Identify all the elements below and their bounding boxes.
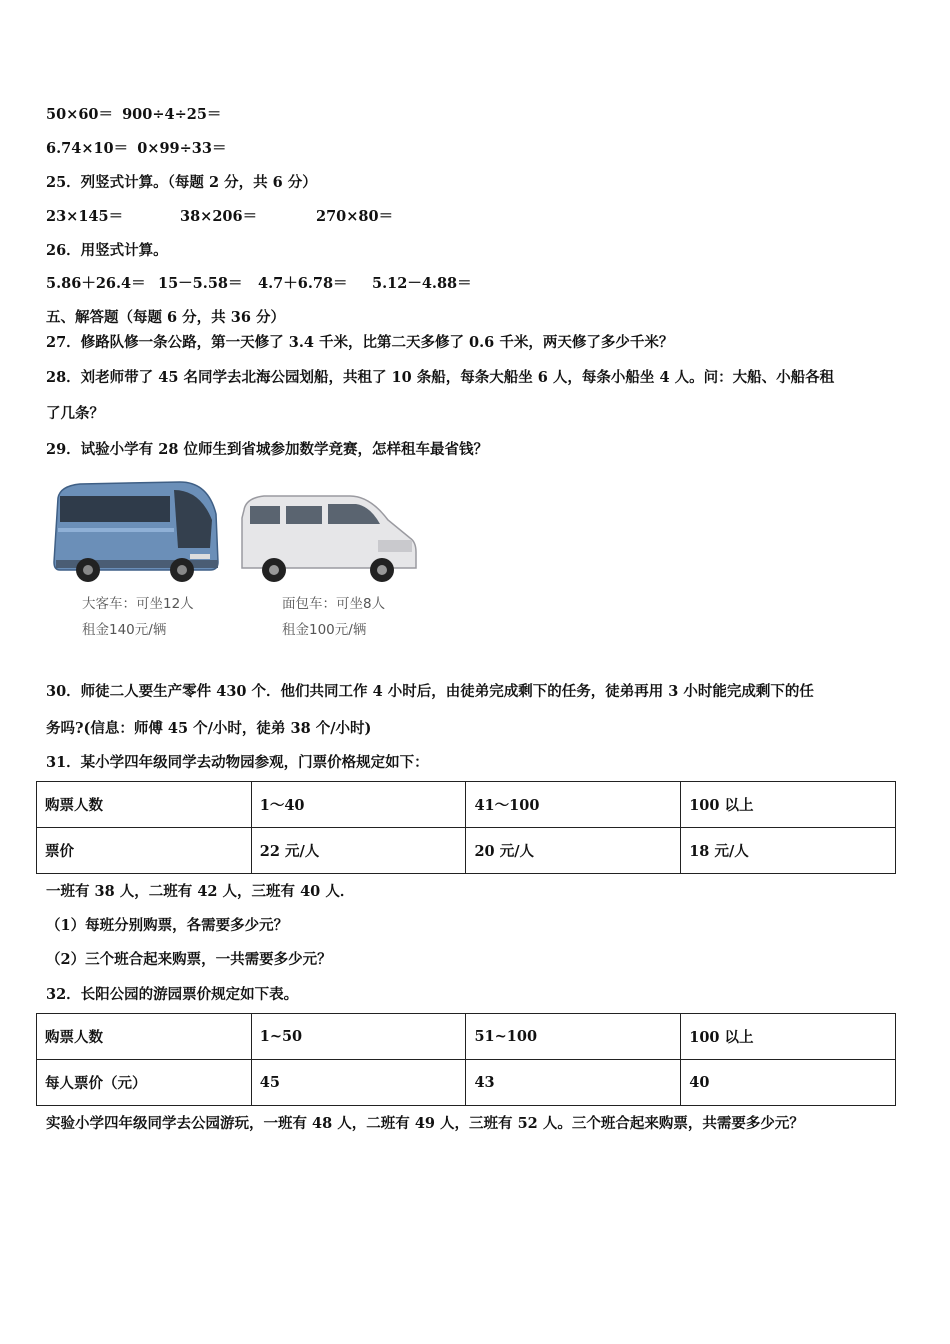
table-cell: 1～40 [251, 782, 466, 828]
calc-item: 5.86＋26.4＝ [46, 275, 146, 292]
question-30-line-1: 30．师徒二人要生产零件 430 个．他们共同工作 4 小时后，由徒弟完成剩下的任务，徒弟再用 3 小时能完成剩下的任 [46, 683, 814, 700]
calc-item: 4.7＋6.78＝ [258, 275, 348, 292]
table-cell: 45 [251, 1060, 466, 1106]
calc-item: 6.74×10＝ [46, 140, 129, 157]
calc-row-1 [46, 103, 221, 124]
question-32-info: 实验小学四年级同学去公园游玩，一班有 48 人，二班有 49 人，三班有 52 人。三个班合起来购票，共需要多少元？ [46, 1115, 804, 1132]
question-29: 29．试验小学有 28 位师生到省城参加数学竞赛，怎样租车最省钱？ [46, 441, 488, 458]
bus-image [50, 474, 222, 586]
question-31-info: 一班有 38 人，二班有 42 人，三班有 40 人． [46, 883, 355, 900]
table-cell: 41～100 [466, 782, 681, 828]
question-31-sub-2: （2）三个班合起来购票，一共需要多少元？ [46, 951, 332, 968]
bus-price-label: 租金140元/辆 [82, 622, 167, 638]
table-cell: 1~50 [251, 1014, 466, 1060]
table-cell: 票价 [37, 828, 252, 874]
table-row [37, 1060, 896, 1106]
van-price-label: 租金100元/辆 [282, 622, 367, 638]
calc-item: 0×99÷33＝ [137, 140, 227, 157]
calc-item: 900÷4÷25＝ [122, 106, 222, 123]
table-cell: 购票人数 [37, 782, 252, 828]
table-row [37, 1014, 896, 1060]
question-28-line-2: 了几条？ [46, 405, 104, 422]
question-26-items [46, 272, 472, 293]
question-30-line-2: 务吗?(信息：师傅 45 个/小时，徒弟 38 个/小时) [46, 720, 372, 737]
question-25-title: 25．列竖式计算。（每题 2 分，共 6 分） [46, 174, 317, 191]
park-ticket-table [36, 1013, 896, 1106]
section-5-title: 五、解答题（每题 6 分，共 36 分） [46, 309, 285, 326]
zoo-ticket-table [36, 781, 896, 874]
calc-item: 15－5.58＝ [158, 275, 243, 292]
calc-item: 38×206＝ [180, 208, 258, 225]
question-32: 32．长阳公园的游园票价规定如下表。 [46, 986, 299, 1003]
van-image [238, 490, 418, 586]
table-cell: 20 元/人 [466, 828, 681, 874]
question-26-title: 26．用竖式计算。 [46, 242, 168, 259]
table-cell: 51~100 [466, 1014, 681, 1060]
calc-item: 23×145＝ [46, 208, 124, 225]
question-31-sub-1: （1）每班分别购票，各需要多少元？ [46, 917, 289, 934]
question-25-items [46, 205, 393, 226]
van-capacity-label: 面包车：可坐8人 [282, 596, 386, 612]
table-cell: 18 元/人 [681, 828, 896, 874]
table-cell: 100 以上 [681, 782, 896, 828]
table-row [37, 782, 896, 828]
table-cell: 100 以上 [681, 1014, 896, 1060]
table-cell: 每人票价（元） [37, 1060, 252, 1106]
table-row [37, 828, 896, 874]
table-cell: 43 [466, 1060, 681, 1106]
question-27: 27．修路队修一条公路，第一天修了 3.4 千米，比第二天多修了 0.6 千米，两天修了多少千米？ [46, 334, 674, 351]
table-cell: 40 [681, 1060, 896, 1106]
calc-item: 270×80＝ [316, 208, 394, 225]
table-cell: 购票人数 [37, 1014, 252, 1060]
calc-row-2 [46, 137, 226, 158]
calc-item: 5.12－4.88＝ [372, 275, 472, 292]
bus-capacity-label: 大客车：可坐12人 [82, 596, 194, 612]
question-31: 31．某小学四年级同学去动物园参观，门票价格规定如下： [46, 754, 429, 771]
question-28-line-1: 28．刘老师带了 45 名同学去北海公园划船，共租了 10 条船，每条大船坐 6 人，每条小船坐 4 人。问：大船、小船各租 [46, 369, 835, 386]
calc-item: 50×60＝ [46, 106, 114, 123]
table-cell: 22 元/人 [251, 828, 466, 874]
